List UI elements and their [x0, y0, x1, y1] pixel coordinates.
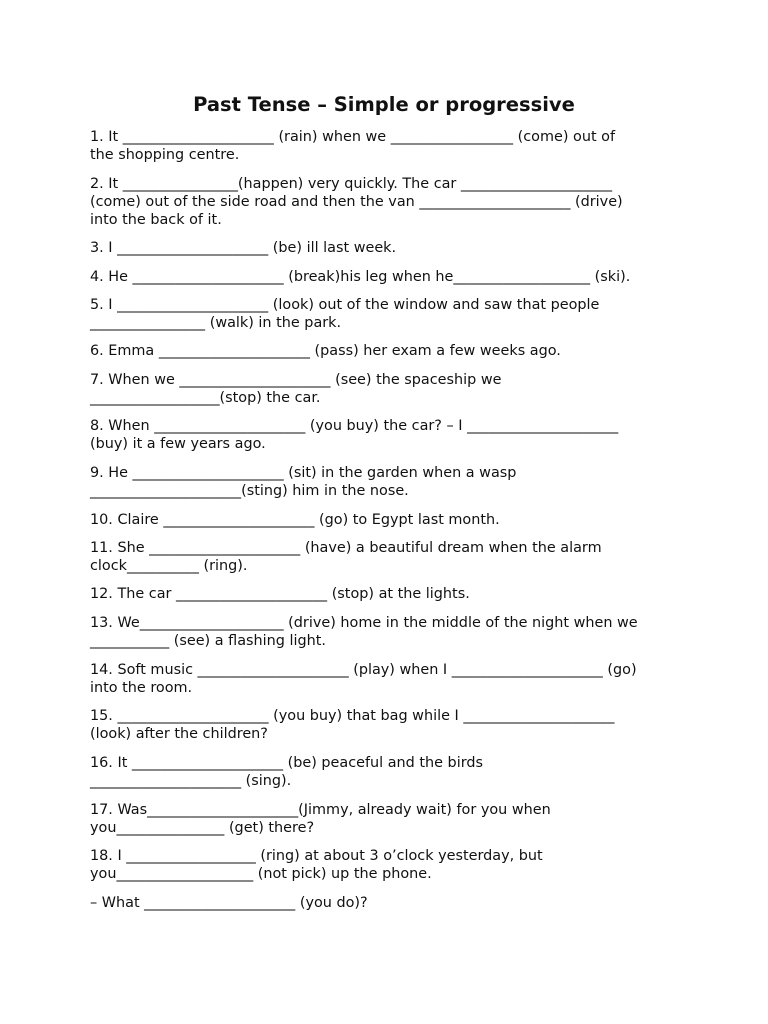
item-line: 14. Soft music _____________________ (play) when I _____________________ (go): [90, 662, 637, 678]
item-line: 13. We____________________ (drive) home in the middle of the night when we: [90, 615, 638, 631]
item-line: 15. _____________________ (you buy) that bag while I _____________________: [90, 708, 615, 724]
exercise-item-9: [90, 464, 690, 500]
item-line: 3. I _____________________ (be) ill last week.: [90, 240, 397, 256]
item-line: you_______________ (get) there?: [90, 820, 315, 836]
exercise-item-13: [90, 614, 690, 650]
item-line: _____________________(sting) him in the nose.: [90, 483, 409, 499]
item-line: 11. She _____________________ (have) a beautiful dream when the alarm: [90, 540, 602, 556]
item-line: ________________ (walk) in the park.: [90, 315, 342, 331]
item-line: 16. It _____________________ (be) peaceful and the birds: [90, 755, 483, 771]
item-line: 17. Was_____________________(Jimmy, already wait) for you when: [90, 802, 551, 818]
item-line: 12. The car _____________________ (stop) at the lights.: [90, 586, 470, 602]
exercise-item-17: [90, 801, 690, 837]
item-line: – What _____________________ (you do)?: [90, 895, 368, 911]
item-line: the shopping centre.: [90, 147, 240, 163]
item-line: 10. Claire _____________________ (go) to Egypt last month.: [90, 512, 500, 528]
exercise-item-18: [90, 847, 690, 883]
item-line: 1. It _____________________ (rain) when we _________________ (come) out of: [90, 129, 616, 145]
item-line: (come) out of the side road and then the van _____________________ (drive): [90, 194, 623, 210]
exercise-item-8: [90, 417, 690, 453]
item-line: 8. When _____________________ (you buy) the car? – I _____________________: [90, 418, 619, 434]
exercise-item-18-followup: [90, 894, 690, 912]
exercise-item-2: [90, 175, 690, 229]
item-line: clock__________ (ring).: [90, 558, 248, 574]
item-line: you___________________ (not pick) up the phone.: [90, 866, 432, 882]
exercise-item-6: [90, 342, 690, 360]
exercise-item-11: [90, 539, 690, 575]
item-line: into the back of it.: [90, 212, 222, 228]
exercise-item-15: [90, 707, 690, 743]
item-line: ___________ (see) a flashing light.: [90, 633, 326, 649]
exercise-item-7: [90, 371, 690, 407]
exercise-item-16: [90, 754, 690, 790]
item-line: 4. He _____________________ (break)his leg when he___________________ (ski).: [90, 269, 631, 285]
item-line: (buy) it a few years ago.: [90, 436, 266, 452]
exercise-item-5: [90, 296, 690, 332]
exercise-item-14: [90, 661, 690, 697]
exercise-item-1: [90, 128, 690, 164]
item-line: 2. It ________________(happen) very quickly. The car _____________________: [90, 176, 613, 192]
item-line: into the room.: [90, 680, 193, 696]
item-line: 9. He _____________________ (sit) in the garden when a wasp: [90, 465, 517, 481]
page-title: Past Tense – Simple or progressive: [193, 93, 575, 116]
item-line: (look) after the children?: [90, 726, 268, 742]
exercise-item-3: [90, 239, 690, 257]
exercise-item-12: [90, 585, 690, 603]
item-line: 18. I __________________ (ring) at about 3 o’clock yesterday, but: [90, 848, 543, 864]
exercise-item-10: [90, 511, 690, 529]
item-line: 6. Emma _____________________ (pass) her exam a few weeks ago.: [90, 343, 561, 359]
item-line: 5. I _____________________ (look) out of the window and saw that people: [90, 297, 600, 313]
item-line: __________________(stop) the car.: [90, 390, 321, 406]
item-line: _____________________ (sing).: [90, 773, 292, 789]
item-line: 7. When we _____________________ (see) the spaceship we: [90, 372, 502, 388]
exercise-item-4: [90, 268, 690, 286]
